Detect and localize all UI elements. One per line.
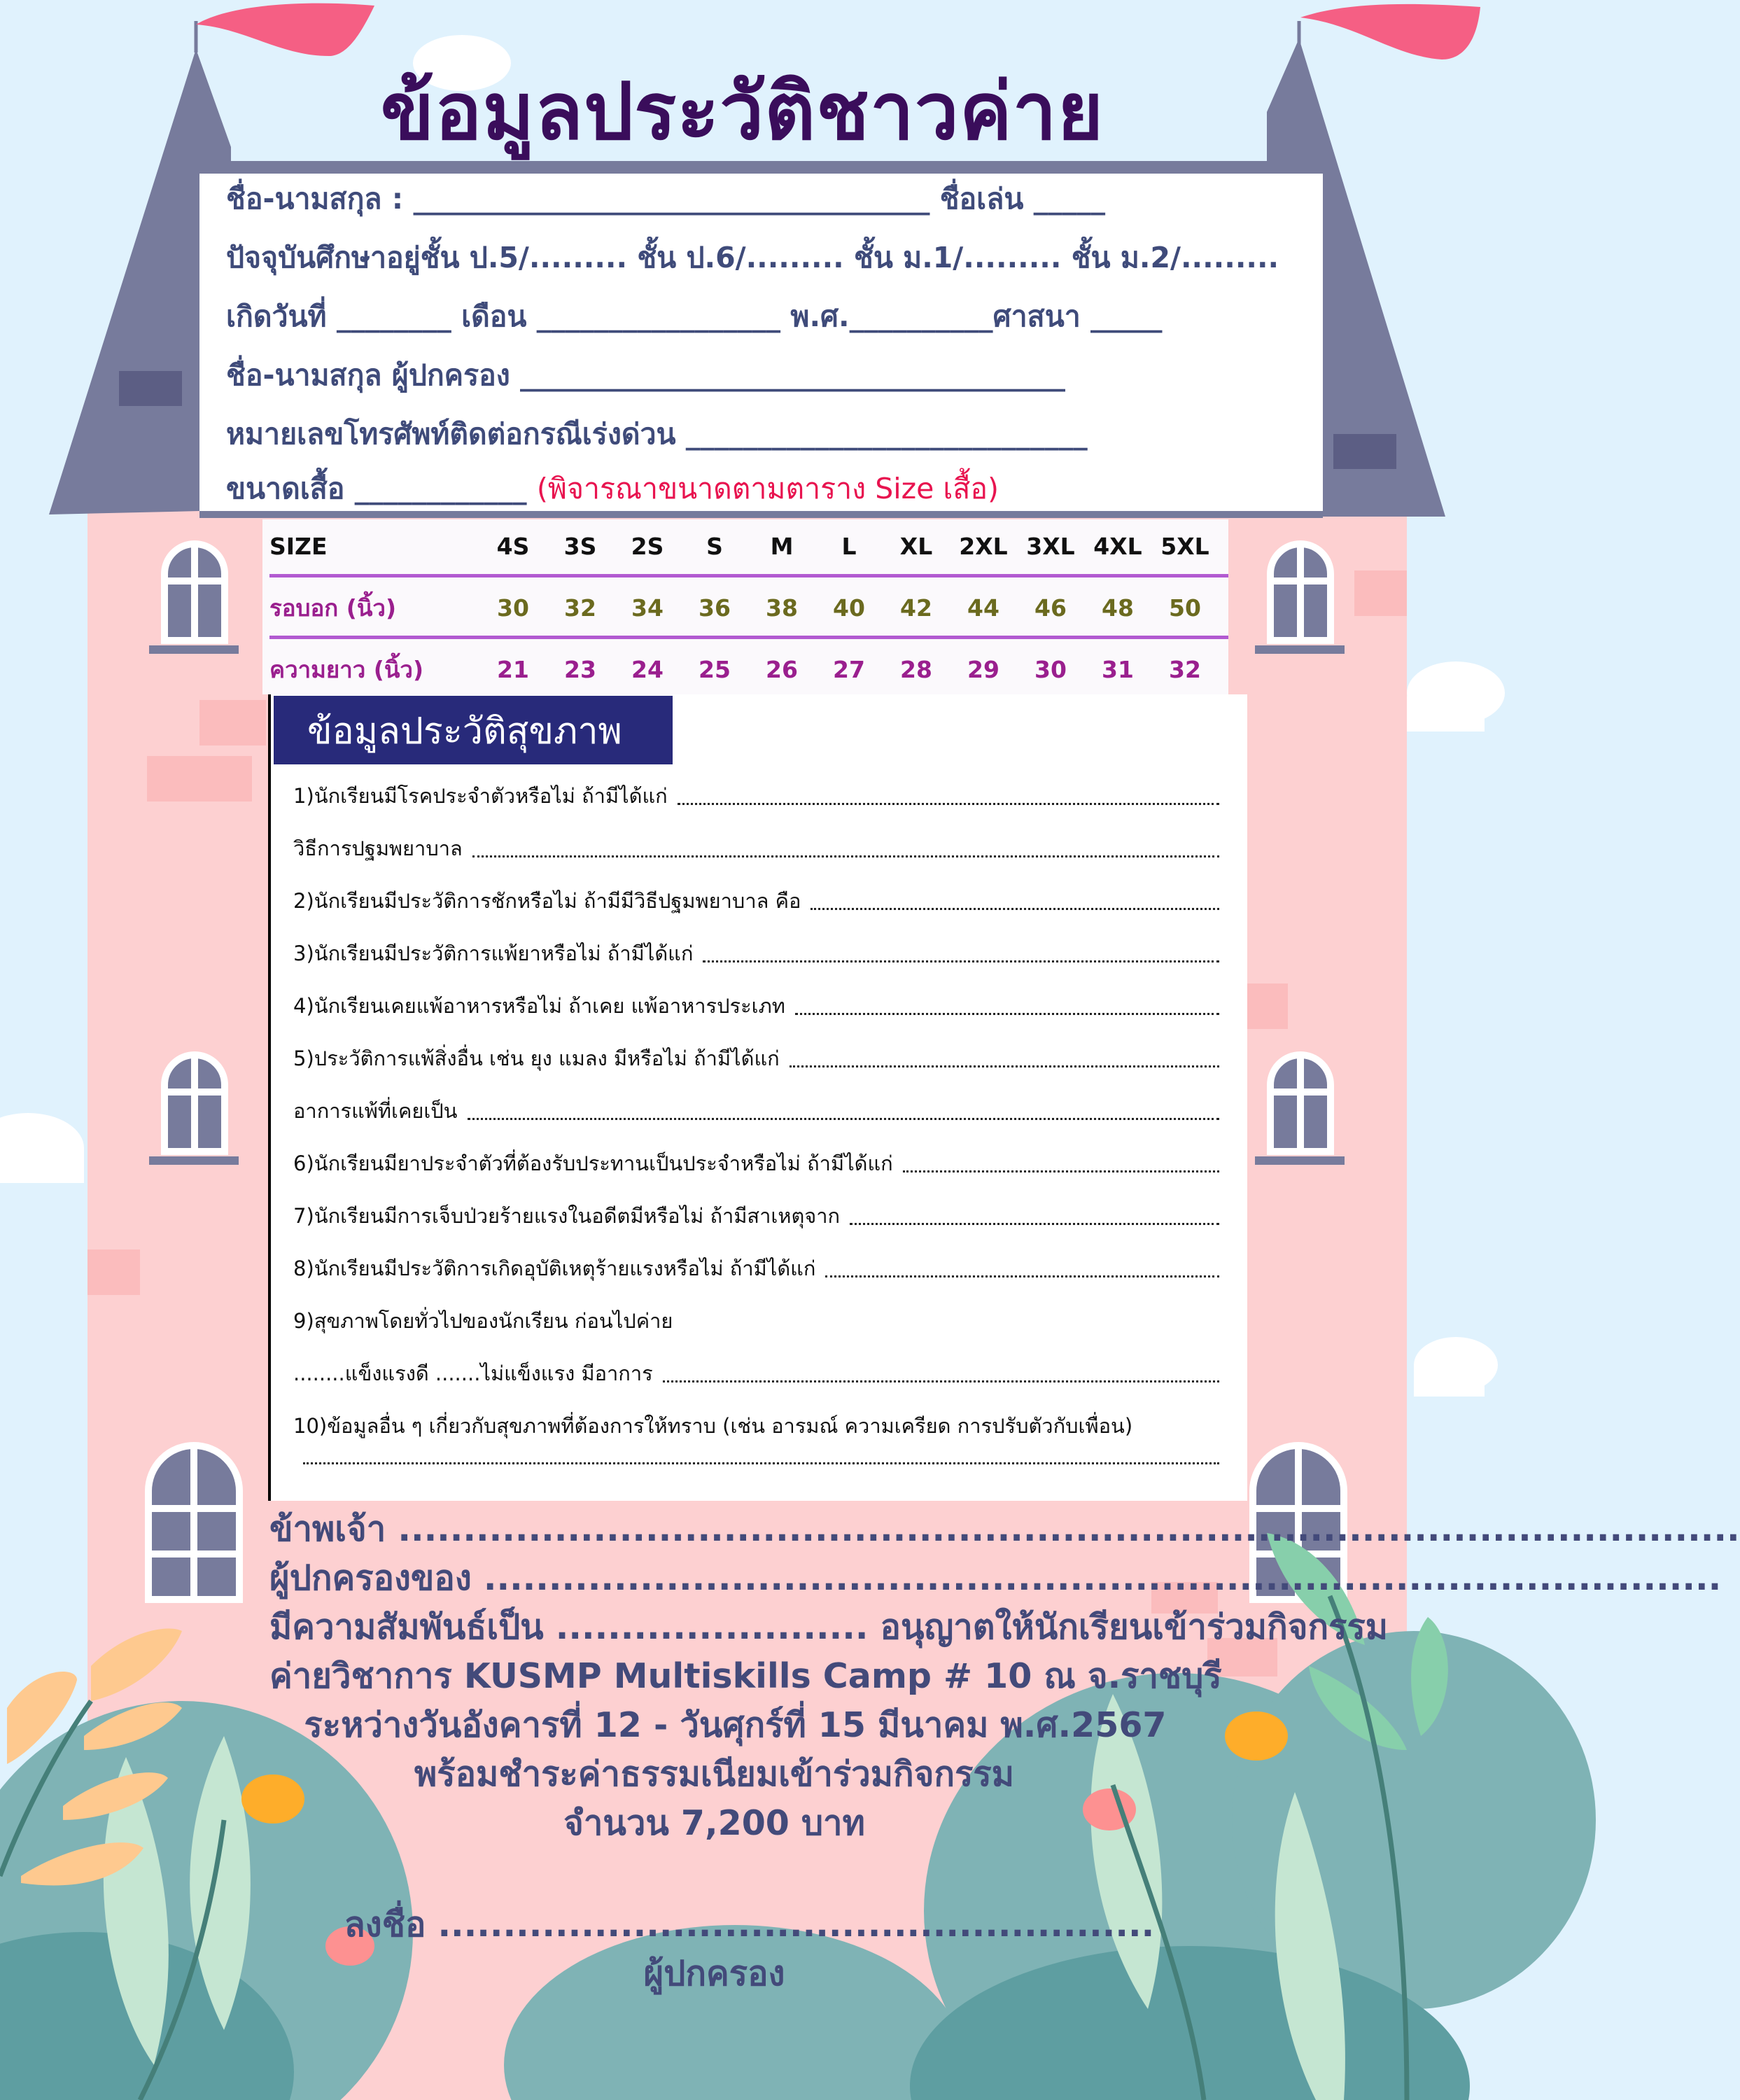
consent-line-guardian-of[interactable]: ผู้ปกครองของ ...............................................................................................	[269, 1558, 1722, 1598]
chest-cell: 42	[900, 594, 932, 622]
length-cell: 29	[967, 655, 999, 683]
health-question-item[interactable]	[293, 937, 1219, 969]
chest-cell: 38	[766, 594, 798, 622]
health-question-item[interactable]	[293, 1462, 1219, 1471]
health-question-text: 10)ข้อมูลอื่น ๆ เกี่ยวกับสุขภาพที่ต้องการให้ทราบ (เช่น อารมณ์ ความเครียด การปรับตัวกับเพื่อน)	[293, 1414, 1133, 1438]
length-cell: 23	[564, 655, 596, 683]
guardian-name-field[interactable]: ชื่อ-นามสกุล ผู้ปกครอง ______________________________________	[226, 358, 1066, 392]
answer-line[interactable]	[663, 1357, 1219, 1382]
page-title: ข้อมูลประวัติชาวค่าย	[380, 66, 1104, 158]
chest-cell: 30	[497, 594, 529, 622]
health-question-item[interactable]	[293, 1147, 1219, 1180]
chest-cell: 32	[564, 594, 596, 622]
sizes-cell: XL	[899, 532, 933, 560]
health-question-text: ........แข็งแรงดี .......ไม่แข็งแรง มีอาการ	[293, 1362, 653, 1385]
health-question-item[interactable]	[293, 1305, 1219, 1337]
health-question-item[interactable]	[293, 885, 1219, 917]
shirt-size-label: ขนาดเสื้อ ____________	[226, 472, 527, 505]
health-question-text: อาการแพ้ที่เคยเป็น	[293, 1099, 458, 1123]
health-question-text: 4)นักเรียนเคยแพ้อาหารหรือไม่ ถ้าเคย แพ้อาหารประเภท	[293, 994, 785, 1018]
chest-cell: 34	[631, 594, 664, 622]
chest-cell: 40	[833, 594, 865, 622]
health-question-item[interactable]	[293, 1042, 1219, 1074]
size-header-row	[269, 525, 1228, 567]
sizes-cell: 4S	[496, 532, 530, 560]
health-question-item[interactable]	[293, 1252, 1219, 1284]
chest-label: รอบอก (นิ้ว)	[269, 594, 397, 622]
health-question-text: 1)นักเรียนมีโรคประจำตัวหรือไม่ ถ้ามีได้แก่	[293, 784, 668, 808]
health-question-text: 5)ประวัติการแพ้สิ่งอื่น เช่น ยุง แมลง มีหรือไม่ ถ้ามีได้แก่	[293, 1046, 780, 1070]
length-cell: 27	[833, 655, 865, 683]
chest-cell: 50	[1169, 594, 1201, 622]
shirt-size-note: (พิจารณาขนาดตามตาราง Size เสื้อ)	[536, 472, 999, 505]
consent-line-fee: พร้อมชำระค่าธรรมเนียมเข้าร่วมกิจกรรม	[414, 1754, 1015, 1794]
student-name-field[interactable]: ชื่อ-นามสกุล : ____________________________________ ชื่อเล่น _____	[226, 182, 1106, 216]
length-cell: 30	[1034, 655, 1067, 683]
birth-religion-field[interactable]: เกิดวันที่ ________ เดือน _________________ พ.ศ.__________ศาสนา _____	[226, 300, 1163, 333]
consent-line-dates: ระหว่างวันอังคารที่ 12 - วันศุกร์ที่ 15 มีนาคม พ.ศ.2567	[304, 1705, 1167, 1745]
health-question-text: 6)นักเรียนมียาประจำตัวที่ต้องรับประทานเป็นประจำหรือไม่ ถ้ามีได้แก่	[293, 1152, 893, 1175]
consent-line-camp: ค่ายวิชาการ KUSMP Multiskills Camp # 10 ณ จ.ราชบุรี	[269, 1656, 1222, 1696]
signer-role: ผู้ปกครอง	[643, 1954, 785, 1994]
sizes-cell: M	[770, 532, 794, 560]
sizes-cell: 2XL	[959, 532, 1008, 560]
health-heading: ข้อมูลประวัติสุขภาพ	[274, 696, 673, 764]
health-question-item[interactable]	[293, 780, 1219, 812]
length-label: ความยาว (นิ้ว)	[269, 655, 424, 683]
answer-line[interactable]	[795, 990, 1219, 1015]
sizes-cell: 5XL	[1160, 532, 1209, 560]
shirt-size-field[interactable]	[226, 466, 999, 512]
size-header-label: SIZE	[269, 532, 328, 560]
health-question-text: 3)นักเรียนมีประวัติการแพ้ยาหรือไม่ ถ้ามีได้แก่	[293, 941, 694, 965]
health-question-item[interactable]	[293, 1410, 1219, 1442]
sizes-cell: L	[841, 532, 857, 560]
answer-line[interactable]	[468, 1095, 1220, 1120]
health-question-text: 7)นักเรียนมีการเจ็บป่วยร้ายแรงในอดีตมีหรือไม่ ถ้ามีสาเหตุจาก	[293, 1204, 841, 1228]
answer-line[interactable]	[850, 1200, 1219, 1225]
chest-cell: 46	[1034, 594, 1067, 622]
health-question-item[interactable]	[293, 990, 1219, 1022]
student-info-card	[199, 174, 1323, 511]
answer-line[interactable]	[825, 1252, 1219, 1278]
health-question-text: 2)นักเรียนมีประวัติการชักหรือไม่ ถ้ามีมีวิธีปฐมพยาบาล คือ	[293, 889, 801, 913]
length-cell: 28	[900, 655, 932, 683]
answer-line[interactable]	[303, 1462, 1219, 1464]
length-cell: 21	[497, 655, 529, 683]
consent-line-name[interactable]: ข้าพเจ้า .......................................................................................................	[269, 1509, 1740, 1549]
sizes-cell: 3S	[563, 532, 597, 560]
health-question-text: วิธีการปฐมพยาบาล	[293, 836, 463, 860]
length-cell: 25	[699, 655, 731, 683]
health-question-item[interactable]	[293, 832, 1219, 864]
length-cell: 31	[1102, 655, 1134, 683]
signature-field[interactable]: ลงชื่อ .......................................................	[344, 1905, 1155, 1945]
health-question-item[interactable]	[293, 1095, 1219, 1127]
sizes-cell: 3XL	[1026, 532, 1075, 560]
health-question-text: 8)นักเรียนมีประวัติการเกิดอุบัติเหตุร้ายแรงหรือไม่ ถ้ามีได้แก่	[293, 1256, 816, 1280]
answer-line[interactable]	[472, 832, 1219, 858]
consent-line-relationship[interactable]: มีความสัมพันธ์เป็น ........................ อนุญาตให้นักเรียนเข้าร่วมกิจกรรม	[269, 1607, 1389, 1647]
chest-cell: 44	[967, 594, 999, 622]
chest-cell: 48	[1102, 594, 1134, 622]
health-question-item[interactable]	[293, 1200, 1219, 1232]
sizes-cell: 2S	[631, 532, 664, 560]
length-cell: 24	[631, 655, 664, 683]
answer-line[interactable]	[678, 780, 1219, 805]
answer-line[interactable]	[703, 937, 1219, 962]
emergency-phone-field[interactable]: หมายเลขโทรศัพท์ติดต่อกรณีเร่งด่วน ____________________________	[226, 417, 1088, 451]
length-cell: 26	[766, 655, 798, 683]
answer-line[interactable]	[790, 1042, 1219, 1068]
grade-field[interactable]: ปัจจุบันศึกษาอยู่ชั้น ป.5/......... ชั้น ป.6/......... ชั้น ม.1/......... ชั้น ม.2/.........	[226, 241, 1279, 274]
size-chart-table	[262, 519, 1228, 694]
chest-cell: 36	[699, 594, 731, 622]
health-question-item[interactable]	[293, 1357, 1219, 1390]
chest-row	[269, 587, 1228, 629]
sizes-cell: S	[706, 532, 723, 560]
table-divider	[269, 636, 1228, 639]
length-row	[269, 648, 1228, 690]
health-question-text: 9)สุขภาพโดยทั่วไปของนักเรียน ก่อนไปค่าย	[293, 1309, 673, 1333]
answer-line[interactable]	[903, 1147, 1219, 1172]
sizes-cell: 4XL	[1093, 532, 1142, 560]
answer-line[interactable]	[811, 885, 1219, 910]
table-divider	[269, 574, 1228, 578]
health-history-section	[268, 694, 1247, 1501]
length-cell: 32	[1169, 655, 1201, 683]
consent-line-amount: จำนวน 7,200 บาท	[563, 1803, 865, 1843]
